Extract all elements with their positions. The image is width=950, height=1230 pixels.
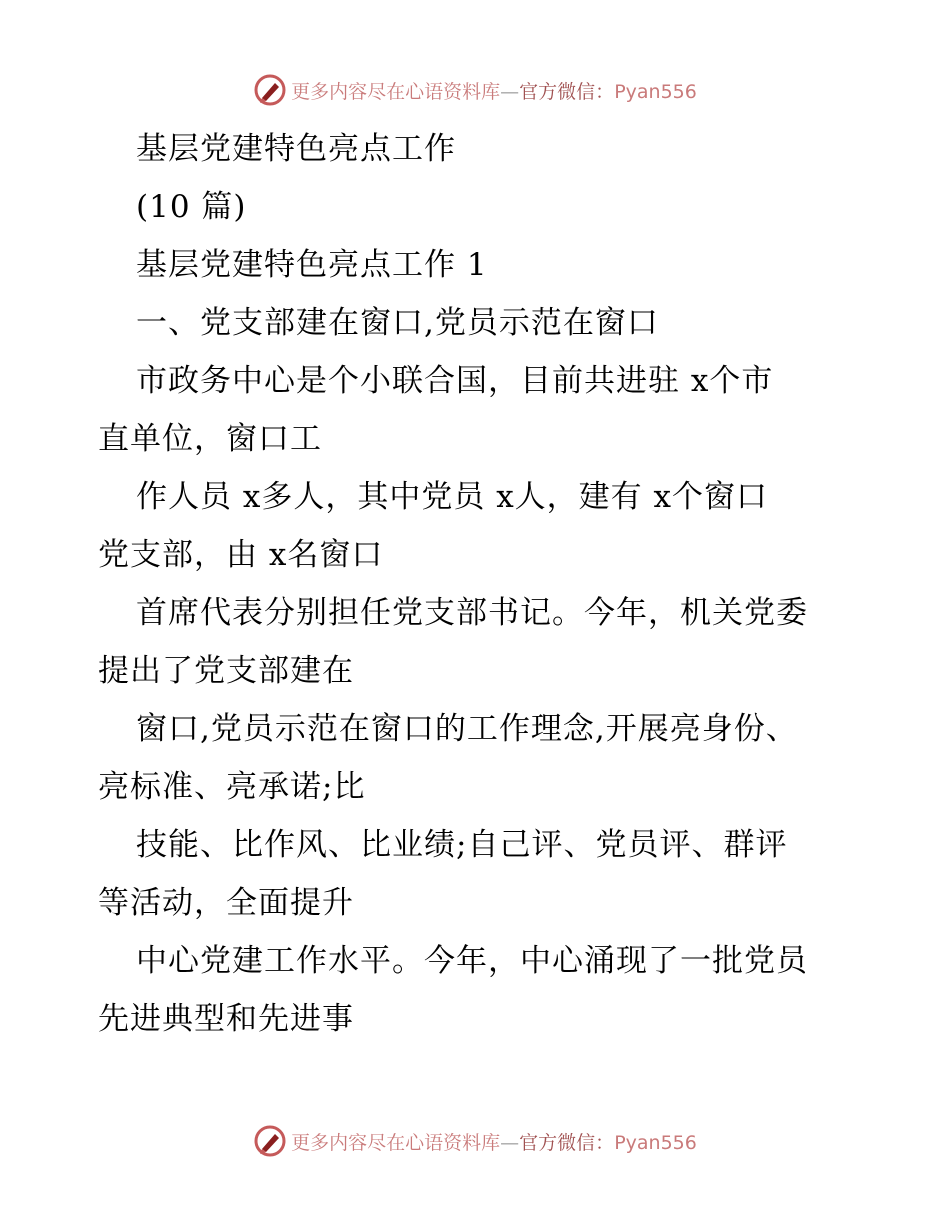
header-watermark xyxy=(0,70,950,110)
document-title: 基层党建特色亮点工作 xyxy=(136,131,456,167)
document-body xyxy=(98,120,858,1048)
paragraph-line: 直单位，窗口工 xyxy=(98,421,322,457)
paragraph-line: 作人员 x多人，其中党员 x人，建有 x个窗口 xyxy=(136,479,769,515)
document-subtitle: (10 篇) xyxy=(136,189,247,225)
paragraph-line: 中心党建工作水平。今年，中心涌现了一批党员 xyxy=(136,943,808,979)
paragraph-line: 党支部，由 x名窗口 xyxy=(98,537,384,573)
pen-logo-icon xyxy=(253,1124,287,1158)
paragraph-line: 等活动，全面提升 xyxy=(98,885,354,921)
footer-watermark xyxy=(0,1121,950,1161)
section-heading: 基层党建特色亮点工作 1 xyxy=(136,247,488,283)
watermark-text: 更多内容尽在心语资料库—官方微信：Pyan556 xyxy=(291,1131,697,1154)
paragraph-line: 市政务中心是个小联合国，目前共进驻 x个市 xyxy=(136,363,774,399)
pen-logo-icon xyxy=(253,73,287,107)
paragraph-line: 窗口,党员示范在窗口的工作理念,开展亮身份、 xyxy=(136,711,798,747)
paragraph-line: 先进典型和先进事 xyxy=(98,1001,354,1037)
paragraph-line: 首席代表分别担任党支部书记。今年，机关党委 xyxy=(136,595,808,631)
paragraph-line: 技能、比作风、比业绩;自己评、党员评、群评 xyxy=(136,827,788,863)
paragraph-line: 亮标准、亮承诺;比 xyxy=(98,769,366,805)
watermark-text: 更多内容尽在心语资料库—官方微信：Pyan556 xyxy=(291,80,697,103)
paragraph-line: 提出了党支部建在 xyxy=(98,653,354,689)
subsection-heading: 一、党支部建在窗口,党员示范在窗口 xyxy=(136,305,659,341)
